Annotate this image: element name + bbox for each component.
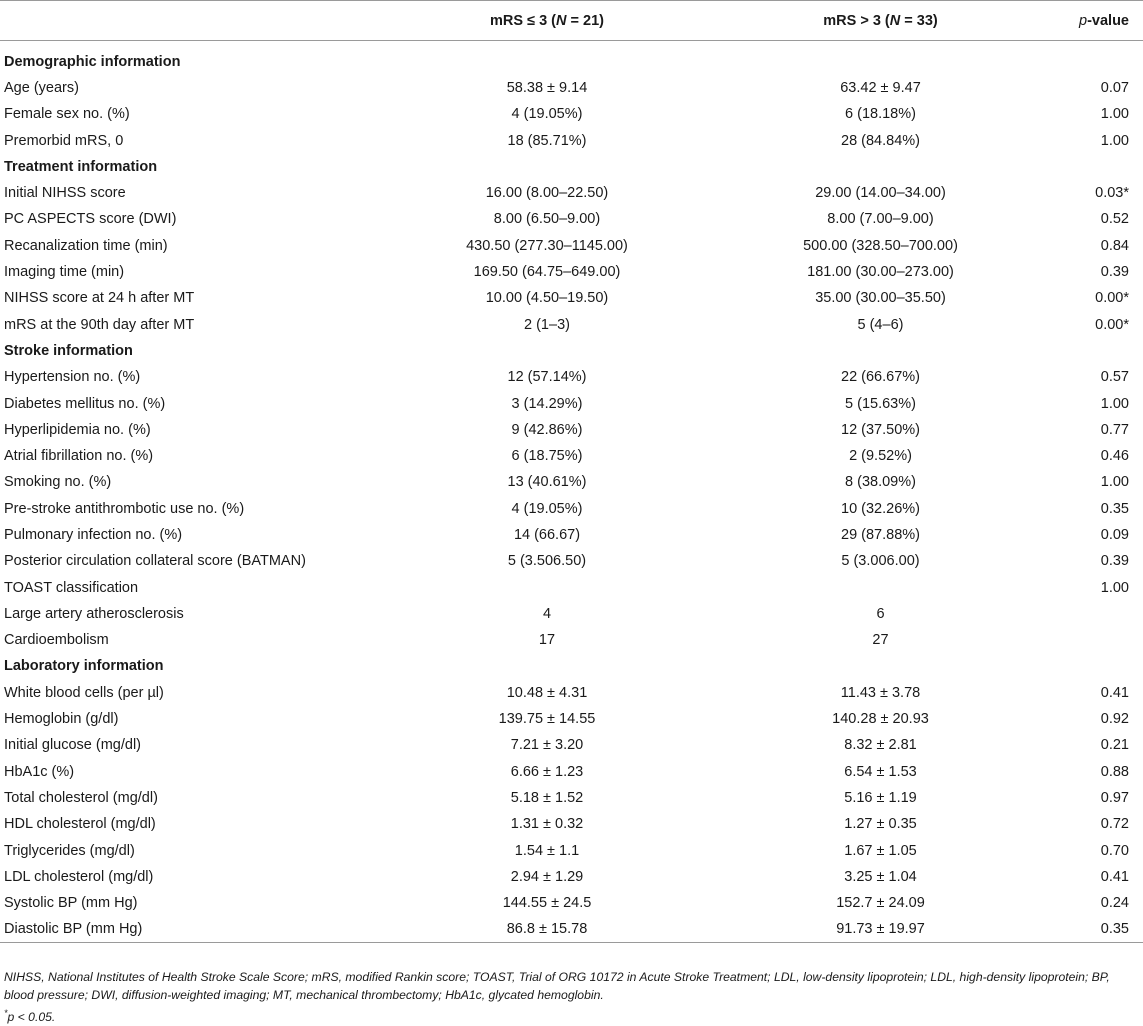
table-row — [0, 522, 1143, 548]
cell-mrs-gt-3: 500.00 (328.50–700.00) — [803, 237, 958, 254]
cell-mrs-le-3: 169.50 (64.75–649.00) — [473, 264, 621, 281]
cell-mrs-le-3: 9 (42.86%) — [511, 421, 583, 438]
cell-p-value: 0.70 — [1100, 842, 1129, 859]
significance-note: *p < 0.05. — [4, 1008, 56, 1025]
table-row — [0, 180, 1143, 206]
cell-p-value: 1.00 — [1100, 132, 1129, 149]
cell-p-value — [1044, 627, 1143, 653]
cell-mrs-gt-3: 10 (32.26%) — [841, 500, 920, 517]
cell-p-value: 0.35 — [1044, 916, 1143, 942]
table-row — [0, 811, 1143, 837]
cell-p-value: 0.24 — [1100, 895, 1129, 912]
cell-mrs-le-3: 13 (40.61%) — [507, 474, 587, 491]
cell-p-value: 0.57 — [1100, 369, 1129, 386]
cell-p-value: 1.00 — [1100, 106, 1129, 123]
table-row — [0, 390, 1143, 416]
cell-p-value: 0.03* — [1095, 185, 1129, 202]
cell-mrs-le-3: 10.00 (4.50–19.50) — [485, 290, 609, 307]
table-row — [0, 785, 1143, 811]
cell-mrs-le-3: 18 (85.71%) — [507, 132, 587, 149]
cell-mrs-le-3: 430.50 (277.30–1145.00) — [466, 237, 628, 254]
cell-mrs-gt-3: 8.00 (7.00–9.00) — [827, 211, 934, 228]
table-header-row — [0, 1, 1143, 41]
table-row — [0, 417, 1143, 443]
table-row — [0, 233, 1143, 259]
table-row — [0, 759, 1143, 785]
cell-p-value: 0.39 — [1100, 553, 1129, 570]
cell-mrs-le-3: 5 (3.506.50) — [507, 553, 587, 570]
row-label: Initial NIHSS score — [4, 185, 126, 202]
cell-p-value: 0.21 — [1100, 737, 1129, 754]
cell-mrs-le-3: 4 (19.05%) — [511, 500, 583, 517]
cell-mrs-gt-3: 140.28 ± 20.93 — [832, 711, 929, 728]
cell-mrs-gt-3: 22 (66.67%) — [841, 369, 920, 386]
cell-mrs-gt-3: 6.54 ± 1.53 — [844, 763, 917, 780]
table-row — [0, 890, 1143, 916]
cell-mrs-le-3: 6 (18.75%) — [511, 448, 583, 465]
row-label: Triglycerides (mg/dl) — [4, 842, 135, 859]
row-label: Cardioembolism — [4, 632, 109, 649]
row-label: Hemoglobin (g/dl) — [4, 711, 119, 728]
row-label: Diabetes mellitus no. (%) — [4, 395, 166, 412]
cell-mrs-gt-3: 28 (84.84%) — [841, 132, 920, 149]
cell-mrs-le-3: 7.21 ± 3.20 — [510, 737, 584, 754]
row-label: Pre-stroke antithrombotic use no. (%) — [4, 500, 245, 517]
cell-p-value: 0.97 — [1100, 789, 1129, 806]
row-label: Total cholesterol (mg/dl) — [4, 789, 158, 806]
cell-mrs-le-3: 8.00 (6.50–9.00) — [493, 211, 601, 228]
row-label: Imaging time (min) — [4, 264, 125, 281]
table-row — [0, 364, 1143, 390]
cell-mrs-le-3: 14 (66.67) — [513, 526, 581, 543]
table-row — [0, 627, 1143, 653]
table-row — [0, 916, 1143, 942]
table-row — [0, 864, 1143, 890]
cell-p-value: 0.72 — [1100, 816, 1129, 833]
row-label: Age (years) — [4, 79, 79, 96]
cell-mrs-gt-3: 5 (15.63%) — [845, 395, 916, 412]
row-label: Posterior circulation collateral score (BATMAN) — [4, 553, 306, 570]
header-mrs-le-3: mRS ≤ 3 (N = 21) — [377, 1, 717, 41]
cell-mrs-gt-3: 8 (38.09%) — [845, 474, 916, 491]
row-label: mRS at the 90th day after MT — [4, 316, 195, 333]
cell-mrs-gt-3: 11.43 ± 3.78 — [840, 684, 921, 701]
row-label: Hyperlipidemia no. (%) — [4, 421, 151, 438]
row-label: Smoking no. (%) — [4, 474, 112, 491]
cell-mrs-le-3 — [377, 574, 717, 600]
cell-mrs-gt-3: 1.67 ± 1.05 — [844, 842, 917, 859]
row-label: Premorbid mRS, 0 — [4, 132, 124, 149]
cell-mrs-le-3: 4 — [542, 605, 552, 622]
cell-p-value: 1.00 — [1100, 474, 1129, 491]
table-row — [0, 259, 1143, 285]
section-title: Laboratory information — [4, 658, 164, 675]
table-row — [0, 101, 1143, 127]
table-footnotes — [4, 968, 1134, 1026]
row-label: Diastolic BP (mm Hg) — [0, 916, 377, 942]
section-header-row — [0, 653, 1143, 679]
header-variable — [0, 1, 377, 41]
cell-p-value: 0.07 — [1100, 79, 1129, 96]
cell-mrs-gt-3: 6 — [876, 605, 885, 622]
table-row — [0, 680, 1143, 706]
row-label: Pulmonary infection no. (%) — [4, 526, 183, 543]
cell-mrs-le-3: 1.31 ± 0.32 — [510, 816, 584, 833]
cell-p-value: 0.41 — [1100, 684, 1129, 701]
cell-mrs-gt-3: 29.00 (14.00–34.00) — [815, 185, 946, 202]
cell-mrs-le-3: 4 (19.05%) — [511, 106, 583, 123]
section-header-row — [0, 49, 1143, 75]
cell-p-value: 1.00 — [1100, 579, 1129, 596]
cell-p-value — [1044, 601, 1143, 627]
section-title: Demographic information — [4, 53, 181, 70]
cell-mrs-gt-3 — [717, 574, 1044, 600]
table-row — [0, 706, 1143, 732]
cell-mrs-gt-3: 8.32 ± 2.81 — [844, 737, 917, 754]
cell-p-value: 0.84 — [1100, 237, 1129, 254]
row-label: Hypertension no. (%) — [4, 369, 141, 386]
cell-mrs-gt-3: 2 (9.52%) — [849, 448, 912, 465]
row-label: TOAST classification — [4, 579, 139, 596]
cell-p-value: 0.92 — [1100, 711, 1129, 728]
table-row — [0, 496, 1143, 522]
table-row — [0, 443, 1143, 469]
table-row — [0, 732, 1143, 758]
row-label: White blood cells (per µl) — [4, 684, 164, 701]
cell-mrs-le-3: 3 (14.29%) — [511, 395, 583, 412]
table-row — [0, 75, 1143, 101]
row-label: LDL cholesterol (mg/dl) — [4, 868, 154, 885]
header-p-value: p-value — [1044, 1, 1143, 41]
row-label: HbA1c (%) — [4, 763, 75, 780]
cell-mrs-gt-3: 152.7 ± 24.09 — [836, 895, 925, 912]
row-label: Initial glucose (mg/dl) — [4, 737, 141, 754]
row-label: PC ASPECTS score (DWI) — [4, 211, 177, 228]
cell-mrs-gt-3: 1.27 ± 0.35 — [844, 816, 917, 833]
cell-mrs-le-3: 86.8 ± 15.78 — [377, 916, 717, 942]
cell-mrs-le-3: 10.48 ± 4.31 — [506, 684, 588, 701]
row-label: HDL cholesterol (mg/dl) — [4, 816, 156, 833]
cell-mrs-le-3: 1.54 ± 1.1 — [514, 842, 580, 859]
cell-mrs-gt-3: 3.25 ± 1.04 — [844, 868, 917, 885]
table-row — [0, 311, 1143, 337]
cell-p-value: 1.00 — [1100, 395, 1129, 412]
cell-mrs-gt-3: 63.42 ± 9.47 — [840, 79, 921, 96]
table-row — [0, 285, 1143, 311]
cell-mrs-le-3: 16.00 (8.00–22.50) — [485, 185, 609, 202]
cell-mrs-le-3: 5.18 ± 1.52 — [510, 789, 584, 806]
cell-p-value: 0.88 — [1100, 763, 1129, 780]
row-label: Systolic BP (mm Hg) — [4, 895, 138, 912]
cell-mrs-gt-3: 181.00 (30.00–273.00) — [807, 264, 954, 281]
cell-mrs-le-3: 58.38 ± 9.14 — [506, 79, 588, 96]
cell-p-value: 0.35 — [1100, 500, 1129, 517]
cell-mrs-gt-3: 27 — [872, 632, 889, 649]
cell-mrs-le-3: 2.94 ± 1.29 — [510, 868, 584, 885]
cell-mrs-gt-3: 6 (18.18%) — [845, 106, 916, 123]
table-row — [0, 469, 1143, 495]
cell-mrs-le-3: 17 — [538, 632, 556, 649]
cell-p-value: 0.00* — [1095, 316, 1129, 333]
cell-mrs-le-3: 12 (57.14%) — [507, 369, 587, 386]
row-label: Female sex no. (%) — [4, 106, 130, 123]
cell-p-value: 0.77 — [1100, 421, 1129, 438]
table-row — [0, 127, 1143, 153]
cell-mrs-gt-3: 5 (4–6) — [857, 316, 904, 333]
cell-mrs-le-3: 144.55 ± 24.5 — [502, 895, 592, 912]
table-row — [0, 548, 1143, 574]
cell-mrs-gt-3: 29 (87.88%) — [841, 526, 920, 543]
cell-mrs-gt-3: 35.00 (30.00–35.50) — [815, 290, 946, 307]
cell-mrs-le-3: 139.75 ± 14.55 — [498, 711, 596, 728]
cell-p-value: 0.46 — [1100, 448, 1129, 465]
cell-p-value: 0.52 — [1100, 211, 1129, 228]
cell-mrs-gt-3: 5 (3.006.00) — [841, 553, 920, 570]
section-header-row — [0, 338, 1143, 364]
section-header-row — [0, 154, 1143, 180]
abbreviations-note: NIHSS, National Institutes of Health Stroke Scale Score; mRS, modified Rankin score; TOAST, Trial of ORG 10172 in Acute Stroke Treatment; LDL, low-density lipoprotein; LDL, high-density lipoprotein; BP, blood pressure; DWI, diffusion-weighted imaging; MT, mechanical thrombectomy; HbA1c, glycated hemoglobin. — [4, 970, 1110, 1002]
section-title: Stroke information — [4, 342, 133, 359]
cell-mrs-gt-3: 12 (37.50%) — [841, 421, 920, 438]
section-title: Treatment information — [4, 158, 158, 175]
cell-p-value: 0.09 — [1100, 526, 1129, 543]
table-row — [0, 206, 1143, 232]
row-label: Recanalization time (min) — [4, 237, 168, 254]
cell-p-value: 0.39 — [1100, 264, 1129, 281]
cell-p-value: 0.00* — [1095, 290, 1129, 307]
cell-mrs-le-3: 2 (1–3) — [524, 316, 570, 333]
table-row — [0, 837, 1143, 863]
table-body — [0, 49, 1143, 943]
table-row — [0, 574, 1143, 600]
cell-mrs-le-3: 6.66 ± 1.23 — [510, 763, 584, 780]
row-label: Large artery atherosclerosis — [4, 605, 184, 622]
row-label: Atrial fibrillation no. (%) — [4, 448, 154, 465]
cell-p-value: 0.41 — [1100, 868, 1129, 885]
table-row — [0, 601, 1143, 627]
cell-mrs-gt-3: 5.16 ± 1.19 — [844, 789, 917, 806]
cell-mrs-gt-3: 91.73 ± 19.97 — [717, 916, 1044, 942]
header-mrs-gt-3: mRS > 3 (N = 33) — [717, 1, 1044, 41]
row-label: NIHSS score at 24 h after MT — [4, 290, 195, 307]
